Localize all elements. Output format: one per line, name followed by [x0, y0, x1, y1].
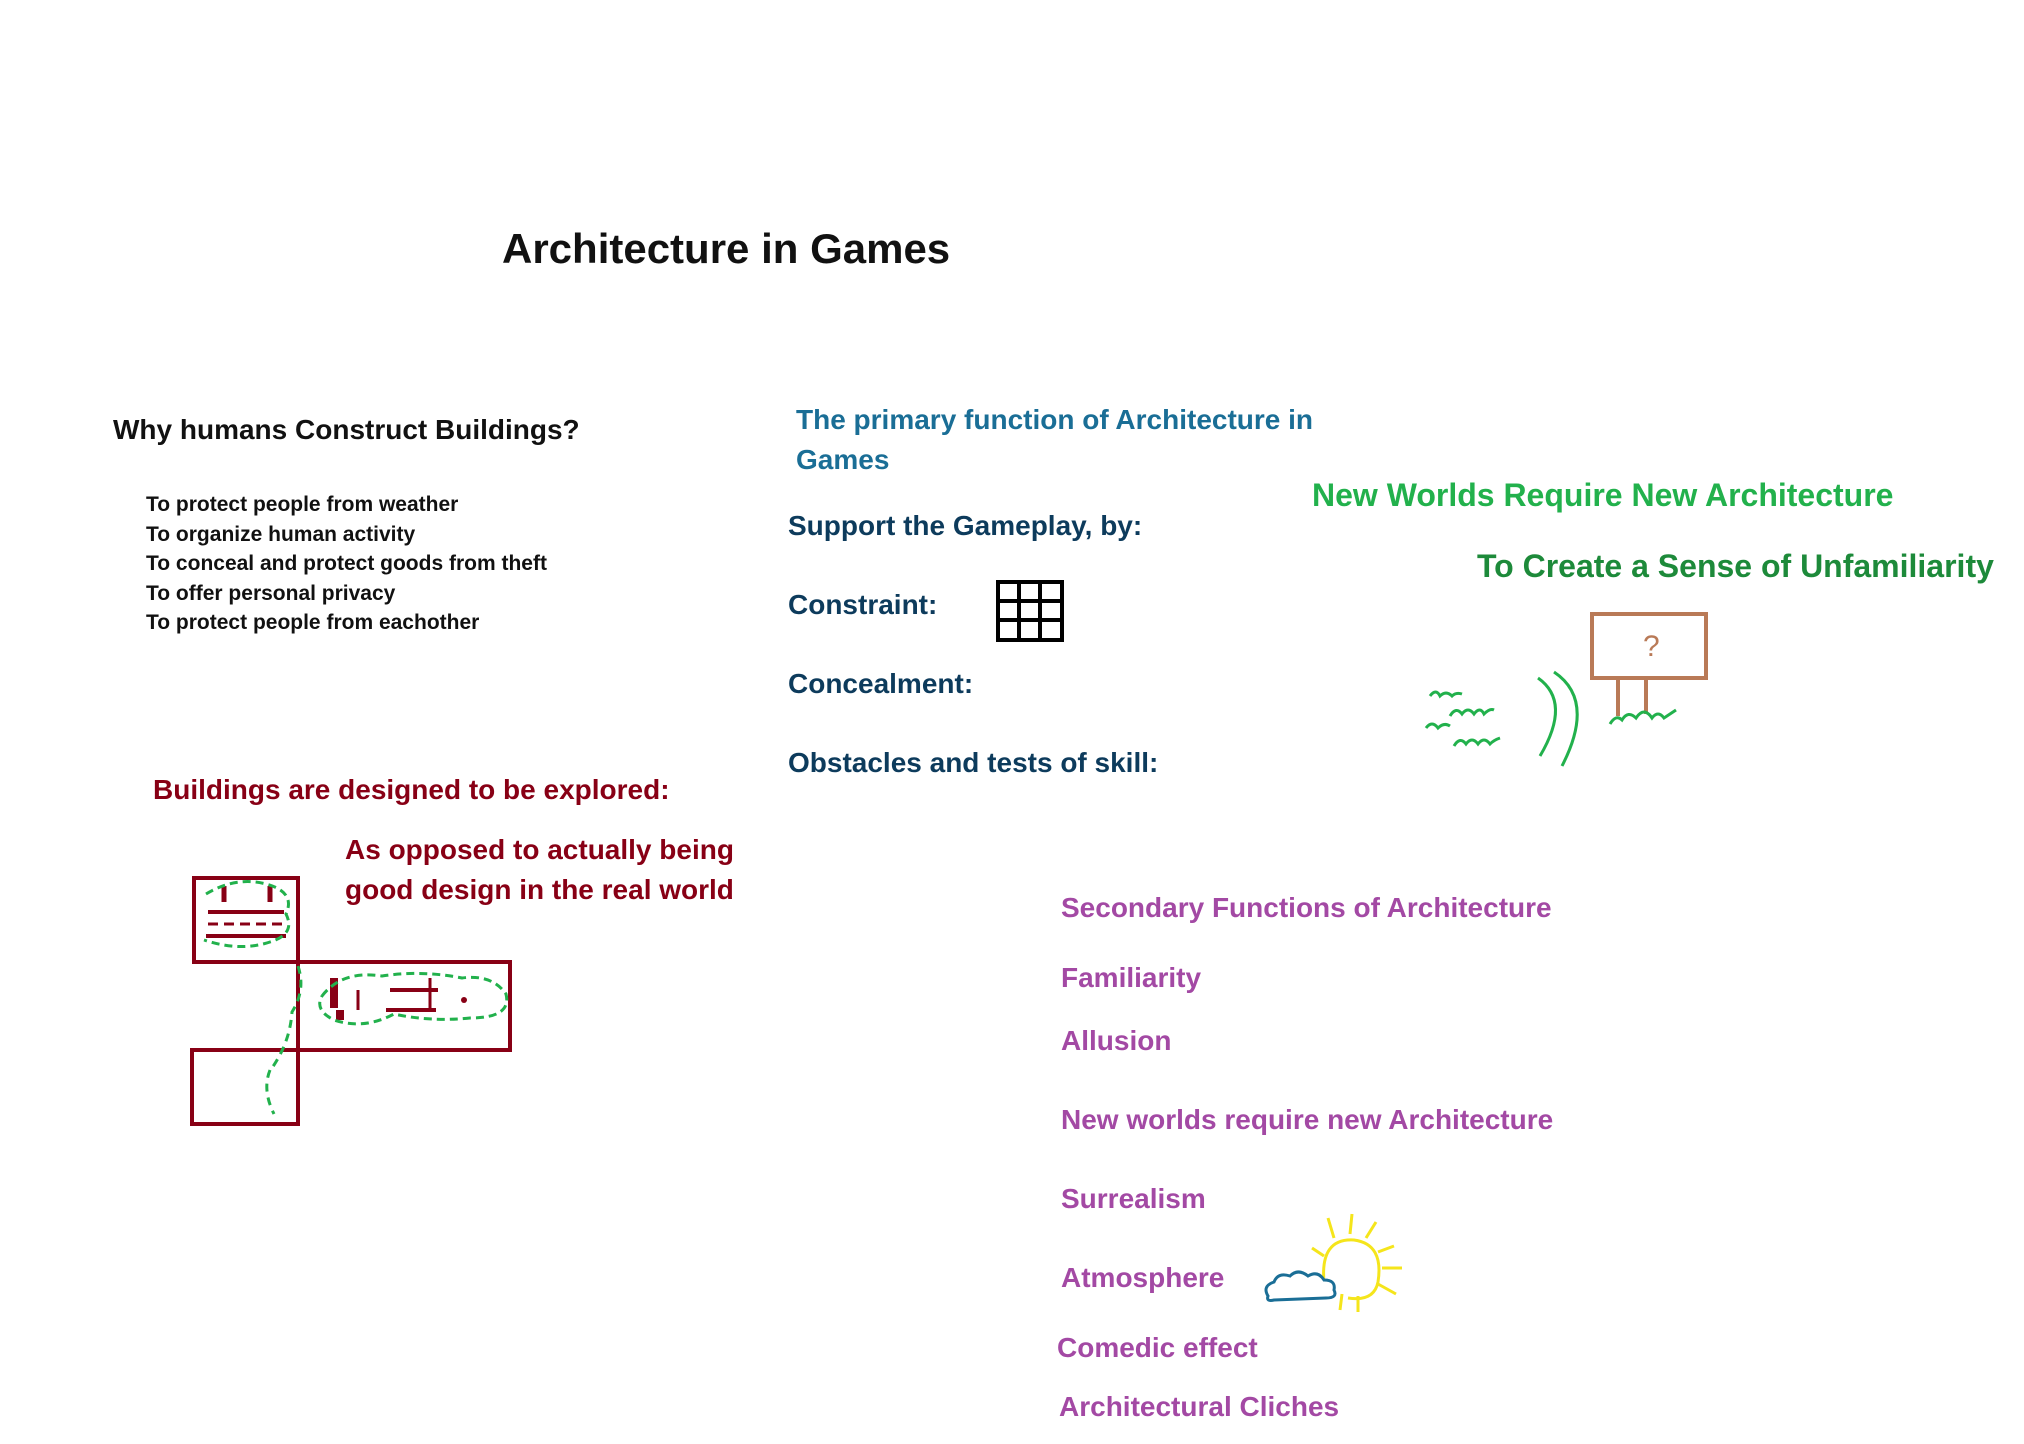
secondary-item: Comedic effect [1057, 1332, 1258, 1363]
sign-question-mark: ? [1643, 630, 1660, 663]
real-world-note: As opposed to actually being good design in the real world [345, 834, 734, 905]
support-gameplay-label: Support the Gameplay, by: [788, 510, 1143, 541]
constraint-label: Constraint: [788, 589, 938, 620]
why-heading: Why humans Construct Buildings? [113, 414, 580, 445]
unfamiliarity-heading: To Create a Sense of Unfamiliarity [1477, 548, 1994, 584]
why-item: To offer personal privacy [146, 581, 396, 605]
explore-heading: Buildings are designed to be explored: [153, 774, 670, 805]
secondary-functions-heading: Secondary Functions of Architecture [1061, 892, 1552, 923]
room-middle [298, 962, 510, 1050]
concealment-label: Concealment: [788, 668, 974, 699]
page-title: Architecture in Games [502, 225, 951, 272]
sun-cloud-doodle [1262, 1210, 1412, 1320]
secondary-item: Allusion [1061, 1025, 1172, 1056]
why-item: To conceal and protect goods from theft [146, 552, 547, 575]
secondary-item: Surrealism [1061, 1183, 1206, 1214]
secondary-item: New worlds require new Architecture [1061, 1104, 1554, 1135]
grid-doodle [996, 580, 1066, 644]
why-item: To organize human activity [146, 522, 416, 546]
secondary-item: Atmosphere [1061, 1262, 1225, 1293]
why-list [146, 490, 547, 638]
new-worlds-heading: New Worlds Require New Architecture [1312, 477, 1894, 513]
room-bottom [192, 1050, 298, 1124]
floor-plan-doodle [186, 870, 516, 1130]
primary-function-heading: The primary function of Architecture in Games [796, 404, 1314, 475]
why-item: To protect people from eachother [146, 611, 480, 634]
secondary-item: Architectural Cliches [1059, 1391, 1340, 1422]
why-item: To protect people from weather [146, 493, 459, 516]
obstacles-label: Obstacles and tests of skill: [788, 747, 1159, 778]
secondary-item: Familiarity [1061, 962, 1202, 993]
sign-grass-doodle [1420, 610, 1710, 780]
